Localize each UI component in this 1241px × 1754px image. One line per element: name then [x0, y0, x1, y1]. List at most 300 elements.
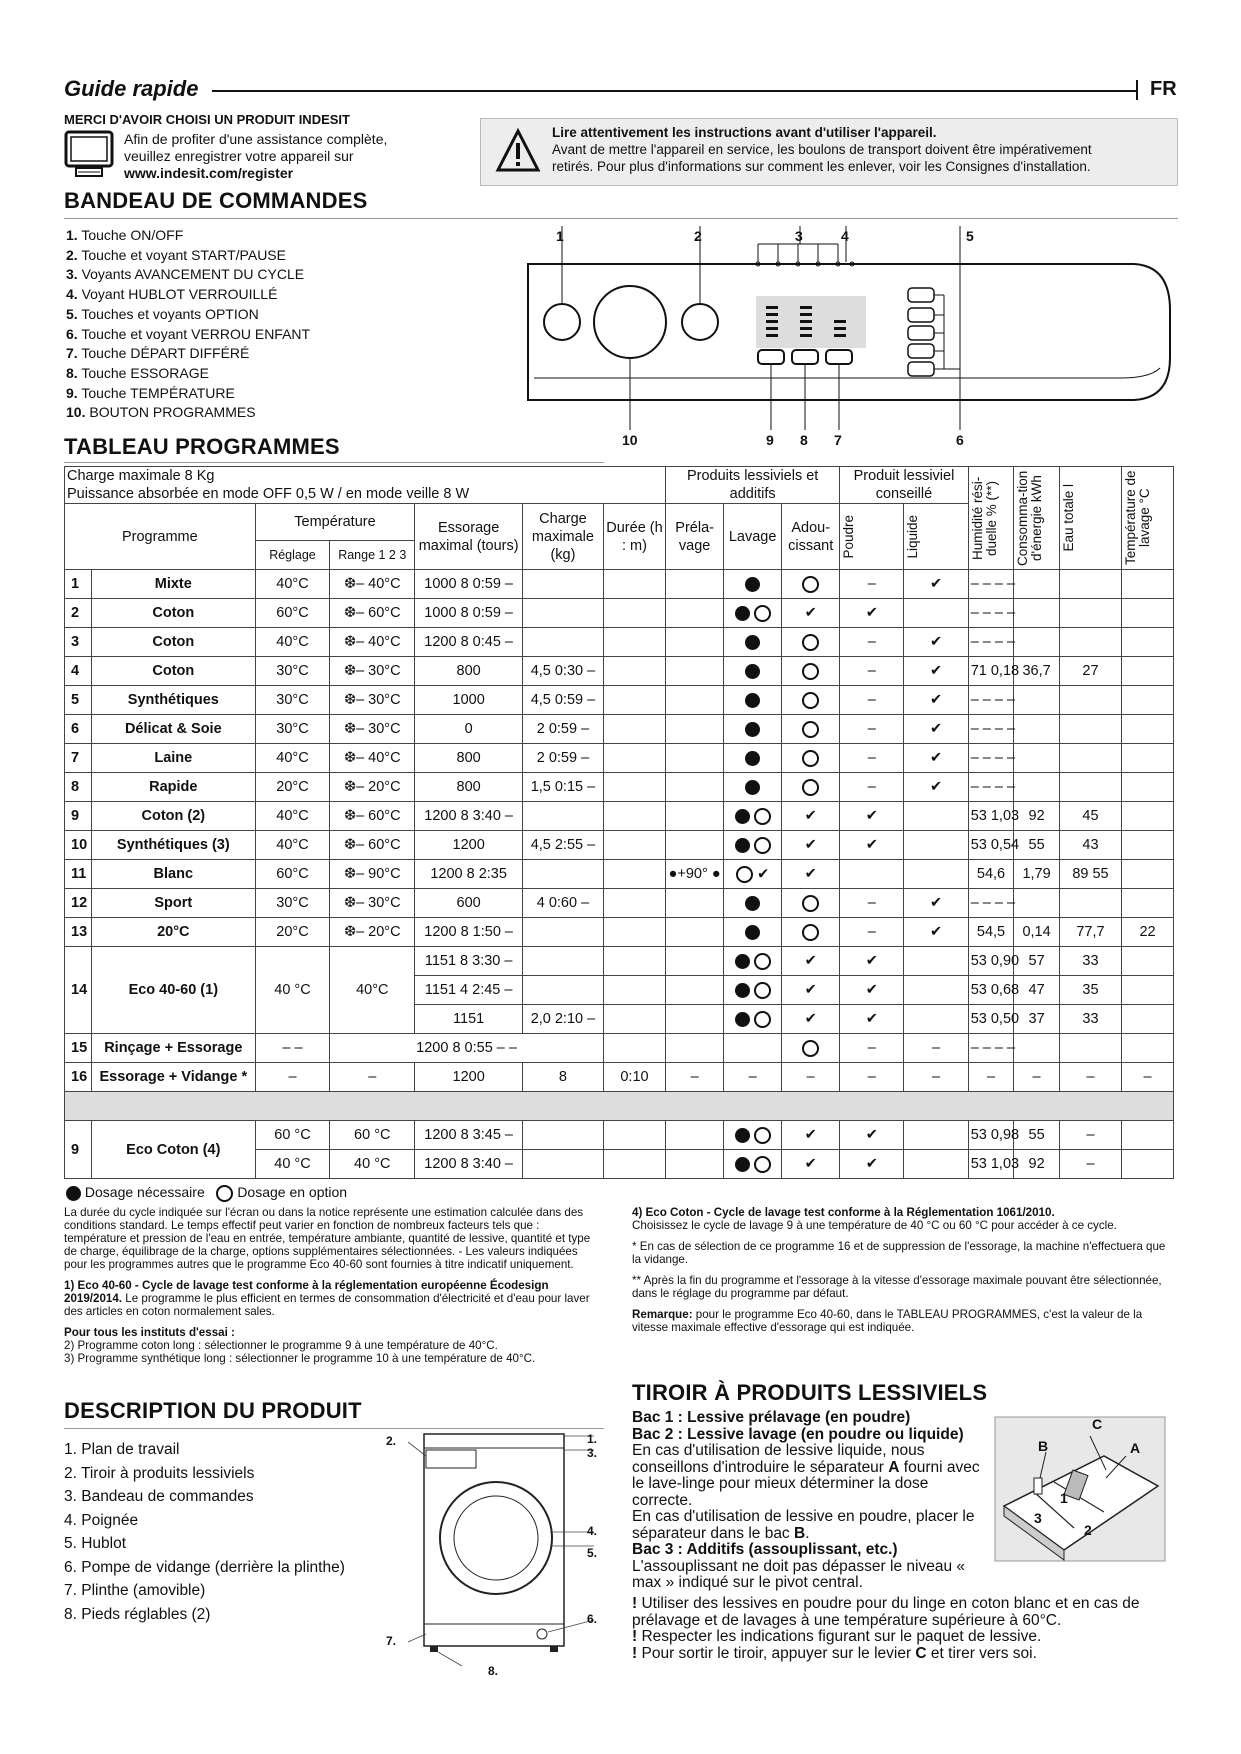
table-cell: [666, 628, 724, 657]
table-cell: [255, 773, 330, 802]
table-cell: [1059, 657, 1121, 686]
programme-name: Eco Coton (4): [91, 1121, 255, 1179]
table-cell: [523, 947, 604, 976]
drawer-label-c: C: [1092, 1416, 1103, 1432]
table-cell: [968, 947, 1020, 976]
drawer-label-3: 3: [1034, 1510, 1042, 1526]
table-cell: [415, 657, 523, 686]
register-url[interactable]: www.indesit.com/register: [124, 165, 294, 181]
cell-value: 20°C: [276, 779, 309, 795]
table-cell: [523, 1121, 604, 1150]
table-cell: [415, 686, 523, 715]
table-cell: [782, 860, 840, 889]
table-cell: [666, 831, 724, 860]
table-cell: [840, 831, 904, 860]
table-cell: [1122, 802, 1174, 831]
table-cell: [666, 889, 724, 918]
warning-triangle-icon: [496, 128, 540, 174]
table-cell: [330, 1034, 604, 1063]
optional-ring-icon: [754, 1127, 771, 1144]
table-cell: [782, 1150, 840, 1179]
table-cell: [724, 802, 782, 831]
table-cell: [330, 947, 415, 1034]
control-label: Touche ON/OFF: [81, 227, 184, 243]
humidity-header: [968, 467, 1014, 570]
table-cell: [415, 628, 523, 657]
charge-line-2: Puissance absorbée en mode OFF 0,5 W / en mode veille 8 W: [67, 486, 470, 502]
table-cell: [968, 1121, 1020, 1150]
table-row: [65, 599, 1174, 628]
table-cell: [724, 1005, 782, 1034]
cell-value: – – – –: [970, 1040, 1016, 1056]
cell-value: 800: [456, 750, 481, 766]
required-dot-icon: [735, 983, 750, 998]
table-cell: [840, 744, 904, 773]
control-label: Voyants AVANCEMENT DU CYCLE: [81, 266, 305, 283]
table-cell: [666, 1005, 724, 1034]
water-header: [1059, 467, 1121, 570]
table-cell: [1122, 657, 1174, 686]
cell-value: 30°C: [276, 895, 309, 911]
table-cell: [1014, 715, 1060, 744]
table-cell: [904, 744, 968, 773]
powder-header-text: Poudre: [841, 514, 857, 559]
table-cell: [968, 831, 1020, 860]
legend: [66, 1184, 347, 1202]
warning-line-2: retirés. Pour plus d'informations sur comment les enlever, voir les Consignes d'installation.: [552, 159, 1091, 174]
table-cell: [782, 976, 840, 1005]
optional-ring-icon: [802, 779, 819, 796]
programme-table: [64, 466, 1174, 1179]
cell-value: 40°C: [276, 808, 309, 824]
cell-value: ✔: [804, 808, 817, 824]
table-cell: [415, 802, 523, 831]
cell-value: ✔: [865, 837, 878, 853]
cell-value: 1200 8 1:50 –: [424, 924, 513, 940]
header-tick: [1136, 80, 1138, 100]
required-dot-icon: [735, 606, 750, 621]
cell-value: ❆– 40°C: [343, 750, 401, 766]
table-cell: [255, 657, 330, 686]
table-cell: [782, 889, 840, 918]
cell-value: 1,79: [1022, 866, 1051, 882]
cell-value: ❆– 30°C: [343, 895, 401, 911]
description-item: 1. Plan de travail: [64, 1441, 180, 1458]
table-cell: [840, 1150, 904, 1179]
table-row: [65, 686, 1174, 715]
programme-name: Essorage + Vidange *: [91, 1063, 255, 1092]
table-cell: [782, 599, 840, 628]
table-cell: [1014, 976, 1060, 1005]
table-cell: [1014, 773, 1060, 802]
table-cell: [1059, 1005, 1121, 1034]
table-cell: [840, 1034, 904, 1063]
cell-value: 55: [1028, 837, 1045, 853]
setting-header: Réglage: [255, 541, 330, 570]
cell-value: –: [867, 750, 876, 766]
required-dot-icon: [745, 577, 760, 592]
table-row: [65, 657, 1174, 686]
control-number: 5.: [66, 305, 78, 322]
cell-value: 20°C: [276, 924, 309, 940]
note-eco-bold: 1) Eco 40-60 - Cycle de lavage test conforme à la réglementation européenne Écodesign 2019/2014.: [64, 1279, 549, 1305]
cell-value: 71 0,18: [970, 663, 1020, 679]
table-cell: [666, 976, 724, 1005]
cell-value: 2 0:59 –: [536, 750, 590, 766]
table-cell: [1122, 744, 1174, 773]
note-ecocoton-rest: Choisissez le cycle de lavage 9 à une température de 40 °C ou 60 °C pour accéder à ce cycle.: [632, 1219, 1117, 1232]
bac2-label: Bac 2 : Lessive lavage (en poudre ou liquide): [632, 1425, 964, 1443]
table-cell: [255, 802, 330, 831]
table-cell: [782, 1121, 840, 1150]
table-cell: [523, 773, 604, 802]
programme-name: Rinçage + Essorage: [91, 1034, 255, 1063]
programme-name: Synthétiques: [91, 686, 255, 715]
cell-value: ❆– 30°C: [343, 721, 401, 737]
table-cell: [1122, 570, 1174, 599]
warning-bold: Lire attentivement les instructions avant d'utiliser l'appareil.: [552, 125, 937, 140]
programme-number: 14: [65, 947, 92, 1034]
table-cell: [968, 1063, 1014, 1092]
table-cell: [330, 657, 415, 686]
optional-ring-icon: [736, 866, 753, 883]
softener-header: Adou-cissant: [782, 504, 840, 570]
control-number: 6.: [66, 325, 78, 342]
table-cell: [1059, 947, 1121, 976]
table-cell: [904, 831, 968, 860]
table-cell: [330, 918, 415, 947]
table-cell: [840, 1121, 904, 1150]
table-cell: [1059, 686, 1121, 715]
cell-value: 89 55: [1072, 866, 1109, 882]
note-doublestar: ** Après la fin du programme et l'essorage à la vitesse d'essorage maximale pouvant être sélectionnée, dans le réglage du programme par défaut.: [632, 1274, 1162, 1300]
table-cell: [523, 918, 604, 947]
table-row: [65, 802, 1174, 831]
required-dot-icon: [735, 1157, 750, 1172]
description-item: 6. Pompe de vidange (derrière la plinthe): [64, 1558, 345, 1576]
table-cell: [968, 918, 1014, 947]
table-cell: [1059, 1121, 1121, 1150]
spin-header: Essorage maximal (tours): [415, 504, 523, 570]
table-cell: [255, 570, 330, 599]
note-eco: [64, 1279, 604, 1318]
cell-value: –: [368, 1069, 377, 1085]
cell-value: 45: [1082, 808, 1099, 824]
table-cell: [666, 1121, 724, 1150]
optional-ring-icon: [802, 576, 819, 593]
table-cell: [523, 1063, 604, 1092]
table-cell: [840, 918, 904, 947]
cell-value: 2 0:59 –: [536, 721, 590, 737]
table-cell: [840, 599, 904, 628]
table-cell: [724, 628, 782, 657]
table-cell: [523, 628, 604, 657]
table-cell: [1122, 773, 1174, 802]
table-row: [65, 1034, 1174, 1063]
excl-mark-1: !: [632, 1595, 638, 1612]
cell-value: ✔: [930, 895, 943, 911]
table-cell: [255, 831, 330, 860]
table-cell: [523, 1005, 604, 1034]
cell-value: ✔: [865, 1127, 878, 1143]
cell-value: 53 0,54: [970, 837, 1020, 853]
table-cell: [1122, 889, 1174, 918]
table-cell: [330, 1121, 415, 1150]
callout-1: 1: [556, 228, 564, 244]
table-cell: [255, 715, 330, 744]
cell-value: 800: [456, 663, 481, 679]
table-cell: [523, 976, 604, 1005]
table-cell: [724, 686, 782, 715]
cell-value: 22: [1139, 924, 1156, 940]
table-cell: [840, 570, 904, 599]
table-row: [65, 918, 1174, 947]
required-dot-icon: [745, 896, 760, 911]
table-cell: [1122, 628, 1174, 657]
cell-value: 40°C: [276, 837, 309, 853]
table-cell: [968, 686, 1014, 715]
table-cell: [724, 1121, 782, 1150]
table-cell: [968, 976, 1020, 1005]
note-institutes-l2: 3) Programme synthétique long : sélectionner le programme 10 à une température de 40°C.: [64, 1352, 536, 1365]
table-cell: [724, 976, 782, 1005]
programme-name: Coton: [91, 628, 255, 657]
table-cell: [1059, 1034, 1121, 1063]
required-dot-icon: [745, 751, 760, 766]
table-cell: [1059, 715, 1121, 744]
table-cell: [840, 657, 904, 686]
table-cell: [968, 715, 1014, 744]
control-item: [66, 344, 310, 364]
required-dot-icon: [735, 838, 750, 853]
table-cell: [904, 1150, 968, 1179]
description-title: DESCRIPTION DU PRODUIT: [64, 1398, 362, 1423]
table-cell: [968, 744, 1014, 773]
optional-ring-icon: [754, 837, 771, 854]
cell-value: ✔: [865, 1011, 878, 1027]
note-institutes-bold: Pour tous les instituts d'essai :: [64, 1326, 235, 1339]
table-cell: [1122, 686, 1174, 715]
cell-value: – – – –: [970, 895, 1016, 911]
table-cell: [1014, 947, 1060, 976]
table-cell: [1122, 918, 1174, 947]
table-cell: [724, 947, 782, 976]
cell-value: –: [690, 1069, 699, 1085]
table-cell: [840, 860, 904, 889]
control-item: [66, 325, 310, 345]
temperature-header: Température: [255, 504, 415, 541]
bac2-text-2: fourni avec le lave-linge pour mieux déterminer la dose correcte.: [632, 1458, 980, 1509]
cell-value: ✔: [930, 750, 943, 766]
table-cell: [1014, 802, 1060, 831]
programme-name: Coton: [91, 599, 255, 628]
table-title: TABLEAU PROGRAMMES: [64, 434, 340, 459]
warning-text: [552, 124, 1172, 175]
programme-number: 5: [65, 686, 92, 715]
cell-value: 92: [1028, 808, 1045, 824]
table-cell: [724, 773, 782, 802]
wash-header: Lavage: [724, 504, 782, 570]
cell-value: 60 °C: [354, 1127, 391, 1143]
table-cell: [904, 976, 968, 1005]
table-cell: [255, 889, 330, 918]
cell-value: 1200 8 3:40 –: [424, 808, 513, 824]
cell-value: –: [867, 895, 876, 911]
warning-line-1: Avant de mettre l'appareil en service, les boulons de transport doivent être impérativement: [552, 142, 1092, 157]
drawer-title: TIROIR À PRODUITS LESSIVIELS: [632, 1380, 988, 1405]
cell-value: – –: [282, 1040, 303, 1056]
warning-remove: [632, 1646, 1172, 1663]
control-panel-diagram: [520, 228, 1180, 446]
cell-value: 1000: [452, 692, 485, 708]
required-dot-icon: [745, 693, 760, 708]
range-header: Range 1 2 3: [330, 541, 415, 570]
programme-name: Rapide: [91, 773, 255, 802]
cell-value: 1000 8 0:59 –: [424, 605, 513, 621]
drawer-label-1: 1: [1060, 1490, 1068, 1506]
liquid-header-text: Liquide: [905, 514, 921, 559]
washtemp-header-text: Température de lavage °C: [1123, 470, 1153, 566]
table-cell: [255, 599, 330, 628]
table-cell: [782, 1005, 840, 1034]
table-row: [65, 715, 1174, 744]
optional-ring-icon: [802, 895, 819, 912]
required-dot-icon: [745, 925, 760, 940]
drawer-warnings: [632, 1596, 1172, 1662]
table-cell: [415, 918, 523, 947]
callout-4: 4: [841, 228, 849, 244]
cell-value: 1200 8 0:45 –: [424, 634, 513, 650]
table-cell: [968, 860, 1014, 889]
cell-value: ✔: [804, 605, 817, 621]
table-cell: [255, 1034, 330, 1063]
control-label: Touche TEMPÉRATURE: [81, 384, 235, 401]
required-dot-icon: [735, 809, 750, 824]
table-cell: [1014, 1005, 1060, 1034]
table-cell: [904, 599, 968, 628]
cell-value: 1200 8 2:35: [430, 866, 507, 882]
programme-name: Eco 40-60 (1): [91, 947, 255, 1034]
register-line-1: Afin de profiter d'une assistance complète,: [124, 131, 388, 147]
table-cell: [904, 715, 968, 744]
cell-value: 0:10: [620, 1069, 649, 1085]
table-rule: [64, 462, 604, 463]
cell-value: 40°C: [276, 750, 309, 766]
note-institutes: [64, 1326, 604, 1365]
separator-cell: [65, 1092, 1174, 1121]
cell-value: 43: [1082, 837, 1099, 853]
table-cell: [523, 1150, 604, 1179]
cell-value: –: [1032, 1069, 1041, 1085]
washer-callout-1: 1.: [587, 1432, 598, 1446]
table-cell: [666, 860, 724, 889]
cell-value: 60 °C: [274, 1127, 311, 1143]
table-cell: [255, 1121, 330, 1150]
table-cell: [330, 1150, 415, 1179]
cell-value: ❆– 20°C: [343, 924, 401, 940]
cell-value: ✔: [865, 808, 878, 824]
table-cell: [724, 744, 782, 773]
cell-value: 77,7: [1076, 924, 1105, 940]
cell-value: 53 0,50: [970, 1011, 1020, 1027]
cell-value: – – – –: [970, 750, 1016, 766]
required-dot-icon: [66, 1186, 81, 1201]
table-cell: [330, 1063, 415, 1092]
optional-ring-icon: [754, 605, 771, 622]
separator-row: [65, 1092, 1174, 1121]
table-cell: [330, 715, 415, 744]
notes-right: [632, 1206, 1172, 1342]
table-cell: [603, 599, 665, 628]
cell-value: 4,5 0:59 –: [530, 692, 596, 708]
table-cell: [415, 976, 523, 1005]
table-cell: [666, 918, 724, 947]
table-row: [65, 1063, 1174, 1092]
table-cell: [840, 976, 904, 1005]
callout-3: 3: [795, 228, 803, 244]
table-cell: [904, 686, 968, 715]
products-header: Produits lessiviels et additifs: [666, 467, 840, 504]
table-cell: [603, 773, 665, 802]
cell-value: 30°C: [276, 663, 309, 679]
bac2-text-1: En cas d'utilisation de lessive liquide, nous conseillons d'introduire le séparateur: [632, 1442, 925, 1476]
cell-value: 30°C: [276, 692, 309, 708]
table-cell: [415, 889, 523, 918]
table-cell: [782, 657, 840, 686]
table-cell: [904, 1121, 968, 1150]
table-row: [65, 831, 1174, 860]
note-remark: [632, 1308, 1172, 1334]
description-item: 2. Tiroir à produits lessiviels: [64, 1464, 255, 1482]
legend-required: Dosage nécessaire: [84, 1184, 205, 1200]
optional-ring-icon: [754, 982, 771, 999]
table-cell: [1059, 1063, 1121, 1092]
optional-ring-icon: [802, 721, 819, 738]
cell-value: ✔: [865, 953, 878, 969]
cell-value: –: [1086, 1127, 1095, 1143]
cell-value: ❆– 40°C: [343, 576, 401, 592]
programme-number: 16: [65, 1063, 92, 1092]
control-item: [66, 305, 310, 325]
cell-value: 57: [1028, 953, 1045, 969]
cell-value: ✔: [930, 692, 943, 708]
cell-value: – – – –: [970, 605, 1016, 621]
cell-value: 1000 8 0:59 –: [424, 576, 513, 592]
cell-value: 33: [1082, 1011, 1099, 1027]
control-number: 9.: [66, 384, 78, 401]
cell-value: 53 0,68: [970, 982, 1020, 998]
description-item: 8. Pieds réglables (2): [64, 1605, 211, 1623]
table-cell: [840, 889, 904, 918]
table-cell: [840, 628, 904, 657]
description-item: 7. Plinthe (amovible): [64, 1582, 206, 1599]
control-item: [66, 285, 310, 305]
control-number: 8.: [66, 364, 78, 381]
note-remark-bold: Remarque:: [632, 1308, 693, 1321]
cell-value: 47: [1028, 982, 1045, 998]
warning-powder: [632, 1596, 1172, 1629]
washer-callout-2: 2.: [386, 1434, 397, 1448]
cell-value: 1200 8 3:40 –: [424, 1156, 513, 1172]
cell-value: 0: [464, 721, 473, 737]
cell-value: –: [1086, 1069, 1095, 1085]
table-cell: [666, 947, 724, 976]
table-cell: [603, 860, 665, 889]
table-cell: [904, 570, 968, 599]
table-cell: [840, 1005, 904, 1034]
cell-value: –: [806, 1069, 815, 1085]
callout-2: 2: [694, 228, 702, 244]
